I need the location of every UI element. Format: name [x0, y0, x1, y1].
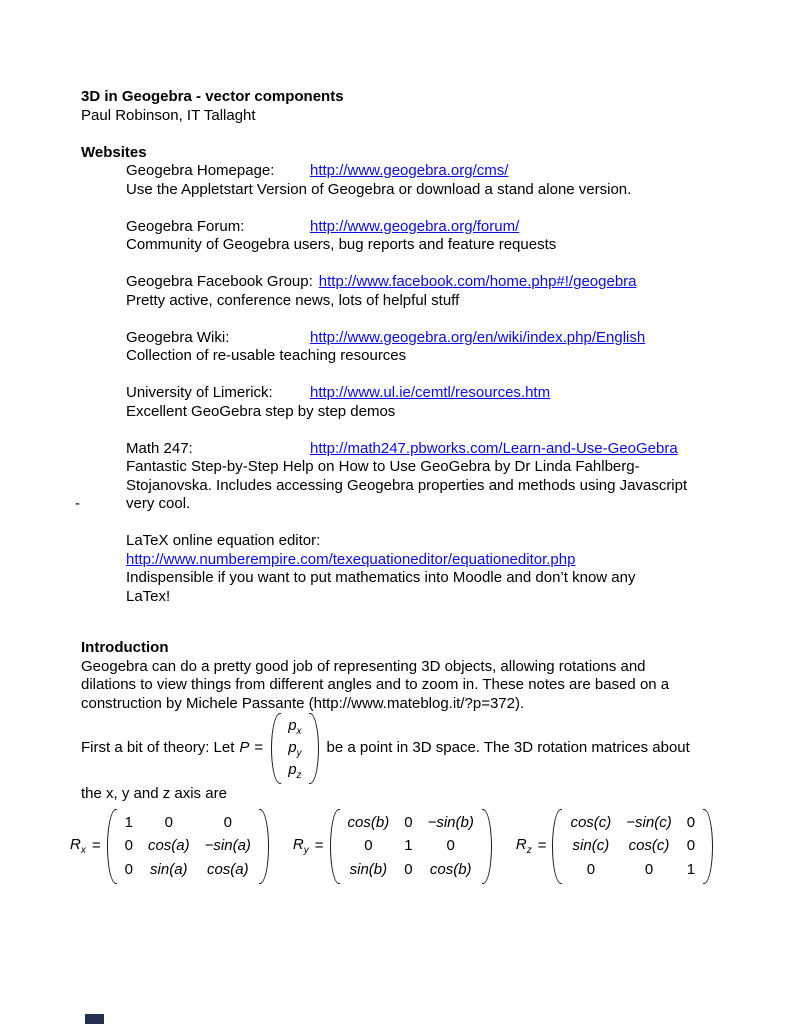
- website-entry-line: [126, 440, 729, 459]
- matrix-cell: 0: [686, 837, 696, 854]
- matrix-cell: cos(a): [206, 860, 249, 878]
- matrix-cell: 0: [686, 813, 696, 831]
- left-paren: [271, 713, 281, 784]
- matrix-cell: cos(b): [347, 813, 390, 831]
- matrix-cell: 1: [124, 813, 133, 831]
- axis-text-line: the x, y and z axis are: [81, 785, 227, 802]
- website-link[interactable]: http://www.geogebra.org/en/wiki/index.php/English: [310, 328, 646, 346]
- website-link[interactable]: http://www.ul.ie/cemtl/resources.htm: [310, 384, 551, 401]
- page-edge-artifact: [85, 1014, 104, 1024]
- vector-entry: $p_z$: [288, 760, 302, 781]
- website-entry-wiki: [126, 329, 729, 366]
- websites-heading: Websites: [81, 143, 147, 161]
- right-paren: [703, 809, 713, 885]
- matrix-name: $R_x$: [70, 836, 86, 857]
- website-entry-facebook: [126, 273, 729, 310]
- matrix-cell: 0: [586, 860, 596, 878]
- matrix-cell: 0: [164, 813, 173, 831]
- equals-sign: =: [254, 738, 264, 756]
- matrix-cell: 0: [223, 813, 232, 831]
- website-desc: Community of Geogebra users, bug reports and feature requests: [126, 236, 557, 253]
- website-entry-forum: [126, 218, 729, 255]
- left-paren: [552, 809, 562, 885]
- matrix-cell: 0: [404, 860, 413, 878]
- website-link[interactable]: http://www.geogebra.org/cms/: [310, 162, 509, 179]
- equals-sign: =: [91, 837, 101, 854]
- matrix-cell: 0: [446, 837, 455, 854]
- matrix-cell: −sin(b): [427, 813, 474, 831]
- right-paren: [259, 809, 269, 885]
- margin-dash: -: [75, 495, 80, 512]
- website-label: Geogebra Forum:: [126, 217, 245, 235]
- matrix-body: [107, 809, 269, 885]
- equals-sign: =: [314, 837, 324, 854]
- website-desc: Pretty active, conference news, lots of helpful stuff: [126, 291, 460, 309]
- matrix-cell: cos(c): [570, 813, 612, 831]
- matrix-cell: sin(a): [150, 860, 188, 878]
- rotation-matrix-ry: [293, 809, 492, 885]
- website-label: Geogebra Homepage:: [126, 162, 275, 179]
- theory-line: [81, 713, 729, 783]
- website-entry-line: [126, 551, 729, 570]
- matrix-cell: sin(c): [572, 837, 610, 854]
- website-label: Math 247:: [126, 439, 193, 457]
- website-desc: [75, 495, 729, 514]
- website-link[interactable]: http://www.numberempire.com/texequationeditor/equationeditor.php: [126, 550, 576, 568]
- introduction-line: construction by Michele Passante (http://www.mateblog.it/?p=372).: [81, 694, 525, 712]
- website-desc: Excellent GeoGebra step by step demos: [126, 402, 396, 420]
- matrix-cell: −sin(a): [204, 837, 251, 854]
- website-desc: Indispensible if you want to put mathematics into Moodle and don’t know any: [126, 569, 636, 586]
- left-paren: [107, 809, 117, 885]
- point-variable: P: [239, 738, 250, 756]
- point-column-vector: [271, 713, 318, 784]
- introduction-section: [81, 639, 729, 713]
- website-entry-line: [126, 218, 729, 237]
- vector-entries: [281, 713, 308, 784]
- matrix-body: [330, 809, 492, 885]
- matrix-cell: −sin(c): [626, 813, 672, 831]
- document-content: [70, 88, 729, 884]
- rotation-matrices-row: [70, 809, 729, 885]
- website-entry-ul: [126, 384, 729, 421]
- matrix-cell: cos(c): [628, 837, 670, 854]
- matrix-entries: [340, 809, 482, 885]
- website-entry-line: [126, 329, 729, 348]
- author-line: Paul Robinson, IT Tallaght: [81, 106, 256, 124]
- website-link[interactable]: http://www.facebook.com/home.php#!/geogebra: [318, 273, 637, 290]
- matrix-cell: 1: [686, 860, 696, 878]
- website-link[interactable]: http://www.geogebra.org/forum/: [310, 217, 520, 235]
- website-label: LaTeX online equation editor:: [126, 532, 321, 549]
- website-entry-line: [126, 162, 729, 181]
- website-link[interactable]: http://math247.pbworks.com/Learn-and-Use-GeoGebra: [310, 439, 678, 457]
- introduction-heading: Introduction: [81, 639, 169, 656]
- website-desc-text: very cool.: [126, 495, 191, 512]
- website-label: Geogebra Facebook Group:: [126, 273, 313, 290]
- right-paren: [482, 809, 492, 885]
- website-desc: Use the Appletstart Version of Geogebra or download a stand alone version.: [126, 180, 632, 198]
- matrix-cell: cos(b): [429, 860, 472, 878]
- matrix-cell: 1: [404, 837, 413, 854]
- website-entry-line: [126, 273, 729, 292]
- website-label: University of Limerick:: [126, 384, 273, 401]
- matrix-cell: 0: [364, 837, 373, 854]
- matrix-entries: [562, 809, 703, 885]
- website-desc: Stojanovska. Includes accessing Geogebra properties and methods using Javascript: [126, 476, 688, 494]
- right-paren: [309, 713, 319, 784]
- vector-entry: $p_x$: [288, 716, 302, 737]
- matrix-body: [552, 809, 713, 885]
- website-entry-line: [126, 384, 729, 403]
- matrix-name: $R_z$: [515, 836, 532, 857]
- introduction-line: dilations to view things from different angles and to zoom in. These notes are based on a: [81, 676, 670, 693]
- website-desc: Fantastic Step-by-Step Help on How to Use GeoGebra by Dr Linda Fahlberg-: [126, 458, 640, 475]
- matrix-cell: 0: [124, 837, 133, 854]
- website-entry-math247: [75, 439, 729, 514]
- page-title: 3D in Geogebra - vector components: [81, 88, 344, 105]
- matrix-cell: cos(a): [147, 837, 190, 854]
- website-desc: LaTex!: [126, 587, 171, 605]
- matrix-cell: 0: [404, 813, 413, 831]
- website-entry-latex: [126, 532, 729, 606]
- website-label: Geogebra Wiki:: [126, 328, 230, 346]
- theory-text-before: First a bit of theory: Let: [81, 738, 235, 756]
- matrix-cell: sin(b): [349, 860, 388, 878]
- equals-sign: =: [537, 837, 547, 854]
- introduction-line: Geogebra can do a pretty good job of representing 3D objects, allowing rotations and: [81, 657, 646, 675]
- rotation-matrix-rx: [70, 809, 269, 885]
- website-entry-homepage: [126, 162, 729, 199]
- matrix-entries: [117, 809, 259, 885]
- websites-list: [75, 162, 729, 606]
- theory-text-after: be a point in 3D space. The 3D rotation matrices about: [326, 738, 690, 756]
- left-paren: [330, 809, 340, 885]
- rotation-matrix-rz: [516, 809, 713, 885]
- matrix-cell: 0: [124, 860, 133, 878]
- matrix-cell: 0: [644, 860, 654, 878]
- matrix-name: $R_y$: [292, 836, 309, 857]
- website-desc: Collection of re-usable teaching resources: [126, 347, 407, 364]
- vector-entry: $p_y$: [288, 738, 302, 759]
